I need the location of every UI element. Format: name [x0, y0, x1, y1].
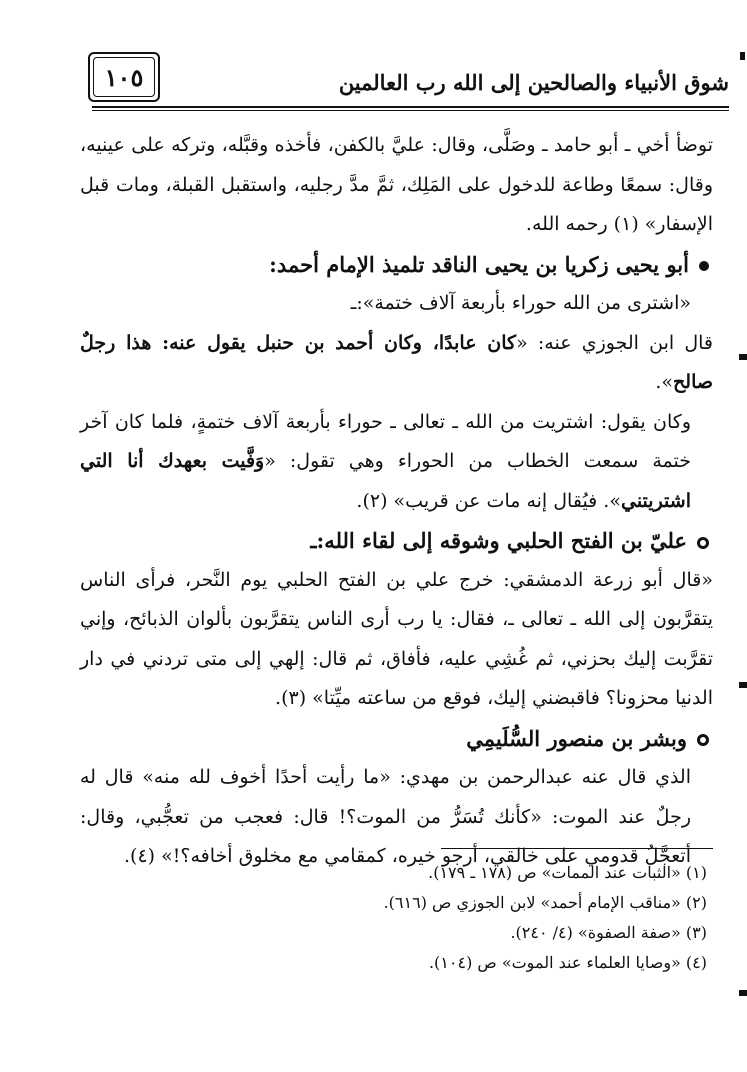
scan-edge-mark: [739, 990, 747, 996]
text-run: قال ابن الجوزي عنه: «: [516, 331, 713, 354]
paragraph-ibn-jawzi: [80, 324, 713, 403]
section-heading-zakariya: [80, 245, 713, 285]
text-run: ». فيُقال إنه مات عن قريب» (٢).: [356, 489, 621, 512]
paragraph-houri: [80, 403, 713, 522]
footnotes: [80, 858, 707, 978]
section-heading-bishr: [80, 719, 713, 759]
paragraph-ali: «قال أبو زرعة الدمشقي: خرج علي بن الفتح الحلبي يوم النَّحر، فرأى الناس يتقرَّبون إلى الله ـ تعالى ـ، فقال: يا رب أرى الناس يتقرَّبون بألوان الذبائح، وإني تقرَّبت إليك بحزني، ثم غُشِي عليه، فأفاق، ثم قال: إلهي إلى متى تردني في دار الدنيا محزونا؟ فاقبضني إليك، فوقع من ساعته ميِّتا» (٣).: [80, 568, 713, 709]
bullet-icon: [699, 261, 709, 271]
section-heading-text: عليّ بن الفتح الحلبي وشوقه إلى لقاء الله:ـ: [310, 528, 687, 553]
paragraph-bishr: الذي قال عنه عبدالرحمن بن مهدي: «ما رأيت أحدًا أخوف لله منه» قال له رجلٌ عند الموت: «كأنك تُسَرُّ من الموت؟! قال: فعجب من تعجُّبي، وقال: أتعجَّلُ قدومي على خالقي، أرجو خيره، كمقامي مع مخلوق أخافه؟!» (٤).: [80, 766, 691, 867]
footnote-item: (١) «الثبات عند الممات» ص (١٧٨ ـ ١٧٩).: [428, 863, 707, 882]
section-heading-text: وبشر بن منصور السُّلَيمِي: [466, 725, 687, 751]
running-header: [92, 44, 729, 114]
scan-edge-mark: [739, 354, 747, 360]
section-heading-ali: [80, 521, 713, 561]
text-run: ».: [655, 371, 674, 393]
text-run: وكان يقول: اشتريت من الله ـ تعالى ـ حوراء بأربعة آلاف ختمةٍ، فلما كان آخر ختمة سمعت الخطاب من الحوراء وهي تقول: «: [80, 410, 691, 472]
page-number: ١٠٥: [88, 52, 160, 102]
ring-bullet-icon: [697, 734, 709, 746]
footnote-item: (٤) «وصايا العلماء عند الموت» ص (١٠٤).: [428, 953, 707, 972]
footnote-item: (٣) «صفة الصفوة» (٤/ ٢٤٠).: [510, 923, 707, 942]
footnote-item: (٢) «مناقب الإمام أحمد» لابن الجوزي ص (٦١٦).: [383, 893, 707, 912]
scan-edge-mark: [739, 682, 747, 688]
footnote-separator: [441, 848, 713, 849]
paragraph-opening: توضأ أخي ـ أبو حامد ـ وصَلَّى، وقال: عليَّ بالكفن، فأخذه وقبَّله، وتركه على عينيه، وقال: سمعًا وطاعة للدخول على المَلِك، ثمَّ مدَّ رجليه، واستقبل القبلة، ومات قبل الإسفار» (١) رحمه الله.: [80, 134, 713, 235]
header-rule: [92, 106, 729, 108]
header-rule-thin: [92, 110, 729, 111]
scan-edge-mark: [740, 52, 745, 60]
body-text: [80, 126, 713, 877]
header-title: شوق الأنبياء والصالحين إلى الله رب العالمين: [338, 70, 729, 95]
ring-bullet-icon: [697, 537, 709, 549]
section-heading-text: أبو يحيى زكريا بن يحيى الناقد تلميذ الإمام أحمد:: [269, 251, 689, 277]
section-subtitle: «اشترى من الله حوراء بأربعة آلاف ختمة»:ـ: [350, 292, 691, 314]
emphasis-text: كان عابدًا، وكان أحمد بن حنبل يقول عنه: هذا رجلٌ صالح: [80, 331, 713, 393]
emphasis-text: وَفَّيت بعهدك أنا التي اشتريتني: [80, 450, 691, 512]
